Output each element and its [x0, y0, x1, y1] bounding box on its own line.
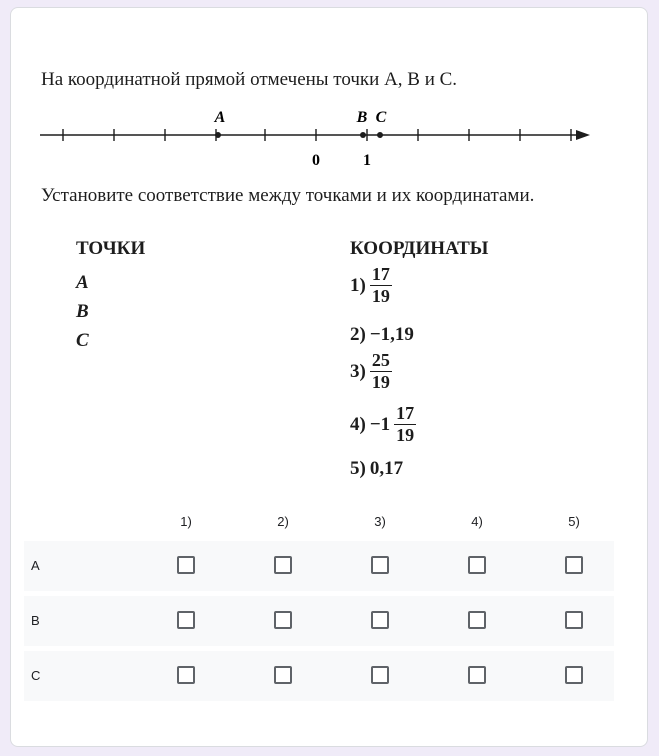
fraction-denominator: 19 [371, 372, 390, 392]
task-setup: Установите соответствие между точками и их координатами. [41, 185, 535, 206]
coord-option-number: 2) [350, 324, 366, 345]
fraction-numerator: 25 [371, 350, 390, 370]
coord-option [350, 324, 414, 346]
answer-checkbox[interactable] [274, 556, 292, 574]
grid-column-header: 3) [374, 514, 386, 529]
point-item-c: C [76, 330, 89, 351]
grid-row-label: B [31, 613, 40, 628]
answer-checkbox[interactable] [274, 666, 292, 684]
grid-column-header: 2) [277, 514, 289, 529]
grid-header [24, 505, 614, 541]
fraction-numerator: 17 [371, 264, 390, 284]
tick-label-one: 1 [363, 152, 371, 169]
answer-checkbox[interactable] [177, 666, 195, 684]
point-a-label: A [214, 109, 226, 126]
answer-checkbox[interactable] [371, 611, 389, 629]
answer-checkbox[interactable] [468, 556, 486, 574]
grid-row [24, 541, 614, 591]
coord-option-fraction [370, 264, 392, 307]
points-header: ТОЧКИ [76, 238, 146, 259]
coord-option-fraction [394, 403, 416, 446]
answer-checkbox[interactable] [177, 611, 195, 629]
point-item-b: B [76, 301, 89, 322]
answer-checkbox[interactable] [468, 611, 486, 629]
grid-row [24, 651, 614, 701]
coords-header: КООРДИНАТЫ [350, 238, 489, 259]
coord-option [350, 403, 416, 446]
answer-checkbox[interactable] [274, 611, 292, 629]
coord-option [350, 350, 392, 393]
fraction-denominator: 19 [371, 286, 390, 306]
answer-checkbox[interactable] [565, 556, 583, 574]
number-line [30, 98, 616, 188]
fraction-numerator: 17 [396, 403, 415, 423]
answer-checkbox[interactable] [565, 666, 583, 684]
point-b-dot [360, 132, 366, 138]
coord-option-number: 3) [350, 360, 366, 382]
answer-checkbox[interactable] [468, 666, 486, 684]
grid-row [24, 596, 614, 646]
coord-option-fraction [370, 350, 392, 393]
coord-option-value: 0,17 [369, 458, 404, 479]
tick-label-zero: 0 [312, 152, 320, 169]
point-item-a: A [76, 272, 89, 293]
coord-option-whole: −1 [369, 413, 391, 435]
answer-checkbox[interactable] [177, 556, 195, 574]
point-a-dot [215, 132, 221, 138]
task-intro: На координатной прямой отмечены точки A, B и C. [41, 69, 458, 90]
answer-checkbox[interactable] [371, 556, 389, 574]
grid-column-header: 5) [568, 514, 580, 529]
coord-option-value: −1,19 [369, 324, 414, 345]
answer-checkbox[interactable] [565, 611, 583, 629]
grid-row-label: C [31, 668, 41, 683]
axis-arrow [576, 130, 590, 140]
coord-option-number: 5) [350, 458, 366, 479]
answer-grid [24, 505, 614, 706]
point-b-label: B [356, 109, 368, 126]
coord-option [350, 458, 403, 480]
grid-rows [24, 541, 614, 701]
answer-checkbox[interactable] [371, 666, 389, 684]
grid-column-header: 4) [471, 514, 483, 529]
coord-option-number: 4) [350, 413, 366, 435]
grid-row-label: A [31, 558, 40, 573]
fraction-denominator: 19 [396, 425, 415, 445]
coord-option [350, 264, 392, 307]
task-image [30, 58, 616, 490]
coord-option-number: 1) [350, 274, 366, 296]
point-c-dot [377, 132, 383, 138]
grid-column-header: 1) [180, 514, 192, 529]
point-c-label: C [375, 109, 387, 126]
